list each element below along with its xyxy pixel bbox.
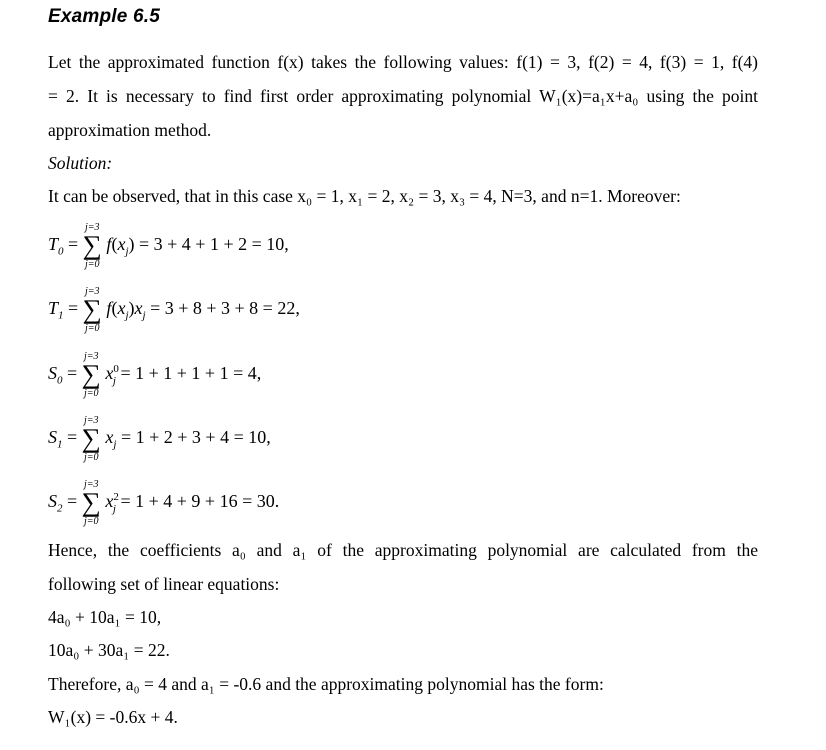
equation-rhs: = 1 + 1 + 1 + 1 = 4, (120, 363, 262, 383)
equation-lhs: $T_1$ (48, 298, 64, 322)
summand: f (106, 298, 112, 318)
equation-rhs: = 3 + 4 + 1 + 2 = 10, (139, 234, 289, 254)
summand: x (105, 491, 114, 511)
summand: x (105, 363, 114, 383)
therefore-line: Therefore, a₀ = 4 and a₁ = -0.6 and the approximating polynomial has the form: (48, 674, 604, 694)
intro-line-1: Let the approximated function f(x) takes the following values: f(1) = 3, f(2) = 4, f(3) = 1, f(4) (48, 52, 758, 72)
equation-s0: $S_0$ = ∑ j=3 j=0 $x^0_j = 1 + 1 + 1 + 1 = 4$, (48, 351, 262, 399)
intro-line-3: approximation method. (48, 120, 212, 140)
summation-symbol: ∑ j=3 j=0 (82, 286, 102, 334)
intro-line-2: = 2. It is necessary to find first order approximating polynomial W₁(x)=a₁x+a₀ using the point (48, 86, 758, 106)
equation-s1: $S_1$ = ∑ j=3 j=0 $x_j = 1 + 2 + 3 + 4 = 10$, (48, 415, 271, 463)
linear-equation-1: 4a₀ + 10a₁ = 10, (48, 607, 162, 627)
summand: x (105, 427, 114, 447)
observed-line: It can be observed, that in this case x₀ = 1, x₁ = 2, x₂ = 3, x₃ = 4, N=3, and n=1. Moreover: (48, 186, 681, 206)
summation-symbol: ∑ j=3 j=0 (82, 222, 102, 270)
hence-line-1: Hence, the coefficients a₀ and a₁ of the approximating polynomial are calculated from the (48, 540, 758, 560)
equation-lhs: $S_2$ (48, 491, 63, 515)
linear-equation-2: 10a₀ + 30a₁ = 22. (48, 640, 170, 660)
equation-t0: $T_0$ = ∑ j=3 j=0 $f(x_j) = 3 + 4 + 1 + 2 = 10$, (48, 222, 289, 270)
hence-line-2: following set of linear equations: (48, 574, 280, 594)
summation-symbol: ∑ j=3 j=0 (81, 415, 101, 463)
solution-label: Solution: (48, 153, 113, 173)
equation-rhs: = 1 + 2 + 3 + 4 = 10, (120, 427, 271, 447)
equation-lhs: $T_0$ (48, 234, 64, 258)
example-heading: Example 6.5 (48, 6, 161, 27)
equation-lhs: $S_0$ (48, 363, 63, 387)
summand: f (106, 234, 112, 254)
summation-symbol: ∑ j=3 j=0 (81, 351, 101, 399)
summation-symbol: ∑ j=3 j=0 (81, 479, 101, 527)
result-line: W₁(x) = -0.6x + 4. (48, 707, 178, 727)
equation-rhs: = 1 + 4 + 9 + 16 = 30. (120, 491, 280, 511)
equation-rhs: = 3 + 8 + 3 + 8 = 22, (150, 298, 300, 318)
equation-t1: $T_1$ = ∑ j=3 j=0 $f(x_j)x_j = 3 + 8 + 3 + 8 = 22$, (48, 286, 300, 334)
equation-s2: $S_2$ = ∑ j=3 j=0 $x^2_j = 1 + 4 + 9 + 16 = 30$. (48, 479, 280, 527)
equation-lhs: $S_1$ (48, 427, 63, 451)
